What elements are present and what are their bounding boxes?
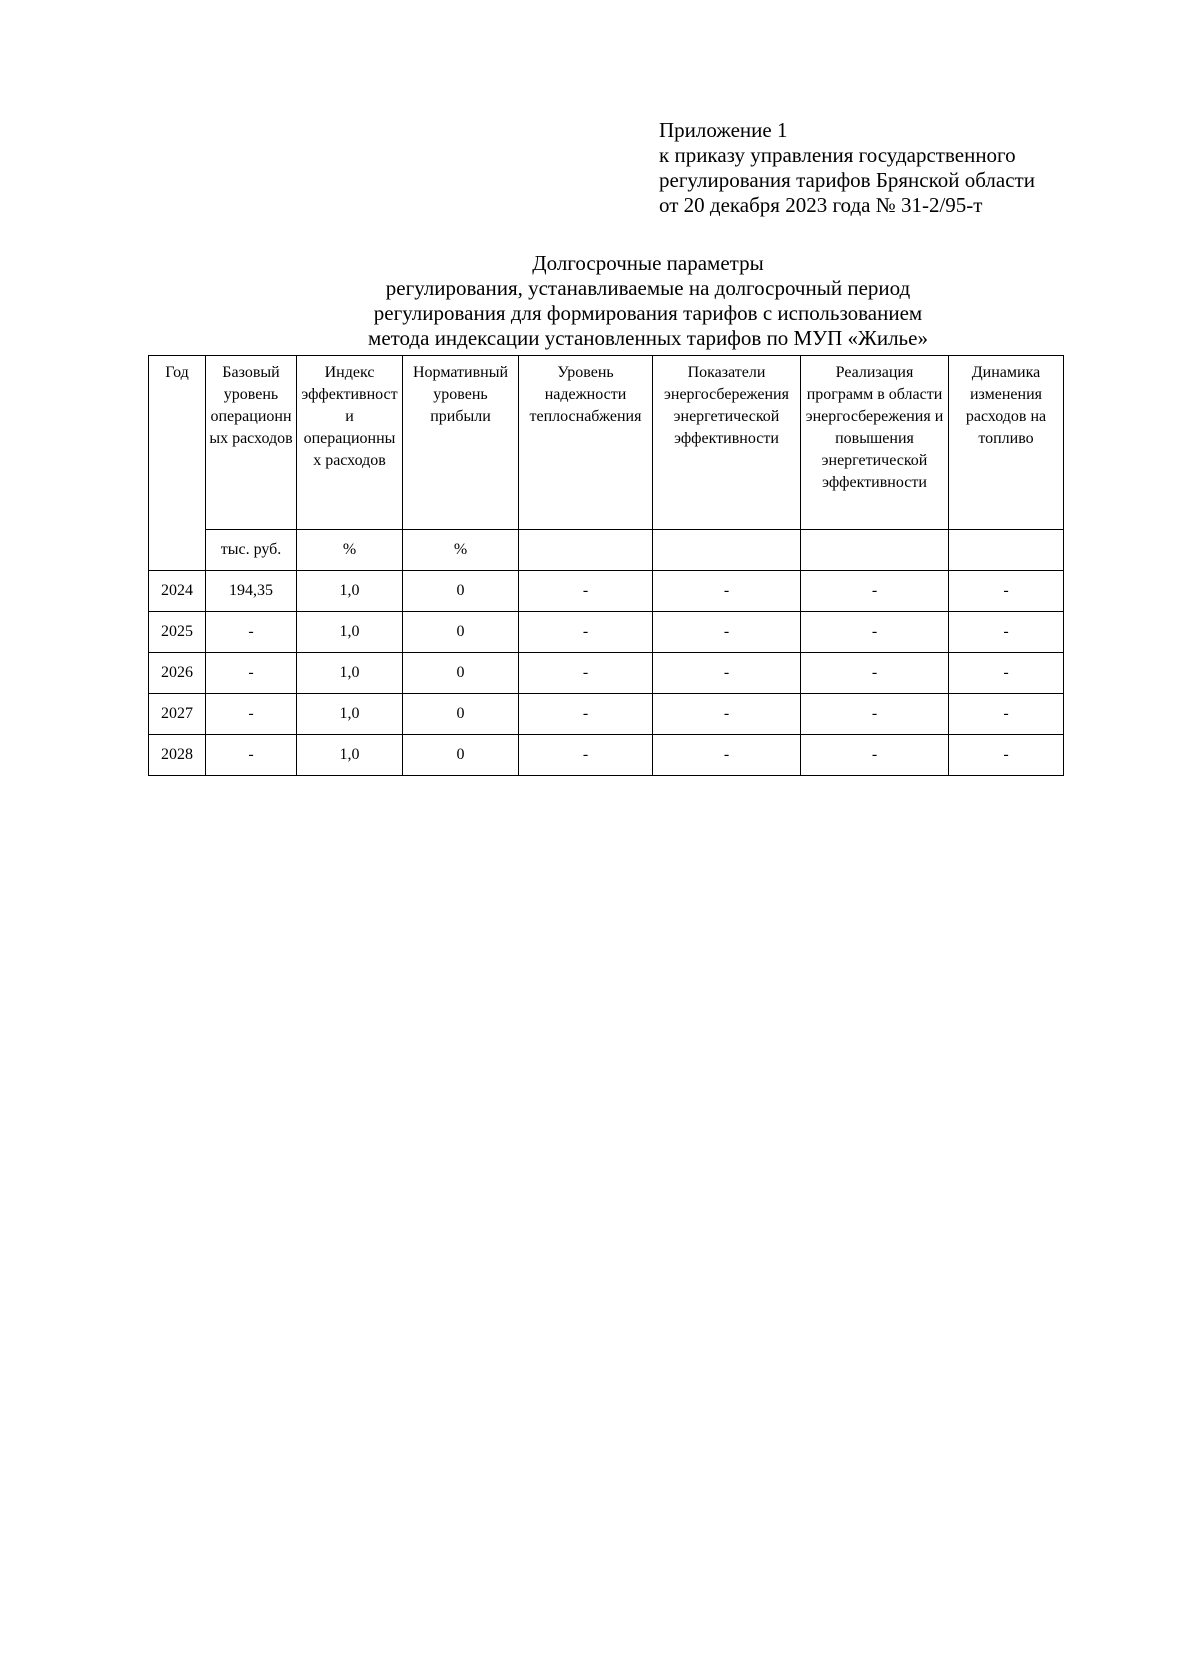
table-cell: 1,0 — [297, 735, 403, 776]
appendix-line: к приказу управления государственного — [659, 143, 1016, 167]
table-cell: - — [206, 735, 297, 776]
table-row — [149, 694, 1064, 735]
table-cell: - — [653, 571, 801, 612]
table-cell: 1,0 — [297, 653, 403, 694]
header-normative-profit: Нормативный уровень прибыли — [403, 356, 519, 530]
appendix-line: Приложение 1 — [659, 118, 788, 142]
header-energy-saving: Показатели энергосбережения энергетической эффективности — [653, 356, 801, 530]
table-cell: 0 — [403, 612, 519, 653]
year-cell: 2026 — [149, 653, 206, 694]
table-cell: - — [519, 571, 653, 612]
table-cell: 194,35 — [206, 571, 297, 612]
table-cell: - — [519, 612, 653, 653]
table-cell: 0 — [403, 571, 519, 612]
header-year: Год — [149, 356, 206, 571]
table-row — [149, 571, 1064, 612]
table-cell: - — [801, 735, 949, 776]
title-line: метода индексации установленных тарифов по МУП «Жилье» — [368, 326, 928, 350]
table-cell: - — [949, 735, 1064, 776]
table-cell: - — [519, 653, 653, 694]
header-energy-programs: Реализация программ в области энергосбережения и повышения энергетической эффективности — [801, 356, 949, 530]
table-cell: - — [653, 612, 801, 653]
table-cell: 1,0 — [297, 694, 403, 735]
unit-cell — [653, 530, 801, 571]
table-cell: - — [519, 694, 653, 735]
unit-cell: % — [297, 530, 403, 571]
title-line: Долгосрочные параметры — [532, 251, 764, 275]
table-row — [149, 653, 1064, 694]
table-cell: - — [206, 694, 297, 735]
table-cell: - — [653, 653, 801, 694]
table-cell: - — [949, 694, 1064, 735]
unit-cell: % — [403, 530, 519, 571]
header-base-opex: Базовый уровень операционных расходов — [206, 356, 297, 530]
table-cell: - — [801, 694, 949, 735]
table-cell: - — [949, 571, 1064, 612]
table-cell: - — [206, 612, 297, 653]
table-row — [149, 612, 1064, 653]
table-cell: - — [653, 735, 801, 776]
table-units-row — [149, 530, 1064, 571]
table-cell: - — [801, 571, 949, 612]
table-cell: - — [801, 612, 949, 653]
table-cell: 0 — [403, 735, 519, 776]
table-cell: 1,0 — [297, 571, 403, 612]
table-cell: 1,0 — [297, 612, 403, 653]
unit-cell: тыс. руб. — [206, 530, 297, 571]
appendix-line: от 20 декабря 2023 года № 31-2/95-т — [659, 193, 983, 217]
table-cell: - — [206, 653, 297, 694]
table-cell: 0 — [403, 694, 519, 735]
year-cell: 2027 — [149, 694, 206, 735]
unit-cell — [949, 530, 1064, 571]
header-fuel-dynamics: Динамика изменения расходов на топливо — [949, 356, 1064, 530]
title-line: регулирования, устанавливаемые на долгосрочный период — [385, 276, 911, 300]
title-line: регулирования для формирования тарифов с использованием — [373, 301, 923, 325]
document-title — [140, 251, 1156, 351]
appendix-line: регулирования тарифов Брянской области — [659, 168, 1035, 192]
parameters-table — [148, 355, 1064, 776]
year-cell: 2024 — [149, 571, 206, 612]
unit-cell — [801, 530, 949, 571]
unit-cell — [519, 530, 653, 571]
table-cell: 0 — [403, 653, 519, 694]
table-cell: - — [653, 694, 801, 735]
appendix-block — [659, 118, 1035, 218]
table-cell: - — [949, 653, 1064, 694]
header-efficiency-index: Индекс эффективности операционных расходов — [297, 356, 403, 530]
year-cell: 2025 — [149, 612, 206, 653]
header-reliability: Уровень надежности теплоснабжения — [519, 356, 653, 530]
table-header-row — [149, 356, 1064, 530]
table-cell: - — [519, 735, 653, 776]
table-cell: - — [801, 653, 949, 694]
table-cell: - — [949, 612, 1064, 653]
table-row — [149, 735, 1064, 776]
year-cell: 2028 — [149, 735, 206, 776]
